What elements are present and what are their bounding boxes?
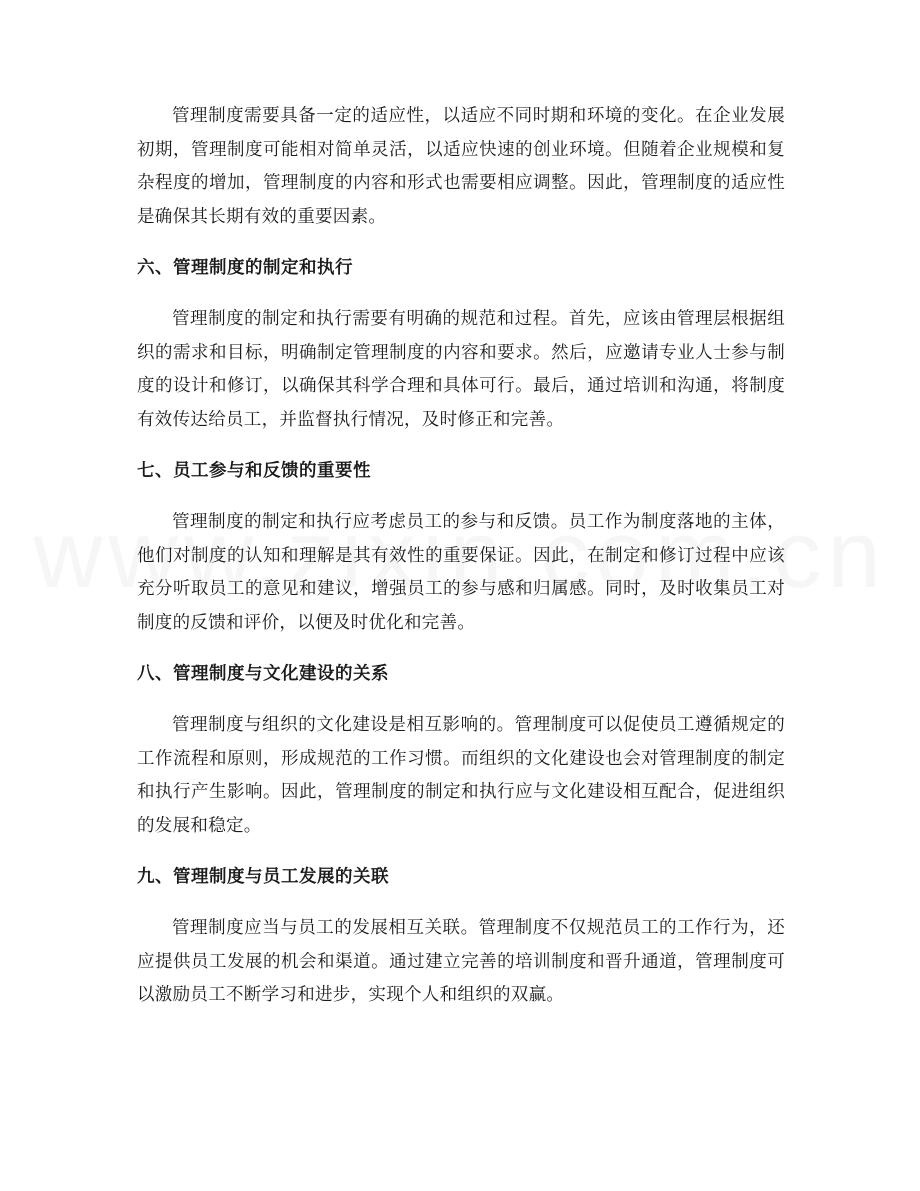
- section-paragraph-8: 管理制度与组织的文化建设是相互影响的。管理制度可以促使员工遵循规定的工作流程和原则，形成规范的工作习惯。而组织的文化建设也会对管理制度的制定和执行产生影响。因此，管理制度的制定和执行应与文化建设相互配合，促进组织的发展和稳定。: [137, 715, 785, 836]
- section-heading-8: 八、管理制度与文化建设的关系: [137, 664, 389, 684]
- section-paragraph-7: 管理制度的制定和执行应考虑员工的参与和反馈。员工作为制度落地的主体，他们对制度的认知和理解是其有效性的重要保证。因此，在制定和修订过程中应该充分听取员工的意见和建议，增强员工的参与感和归属感。同时，及时收集员工对制度的反馈和评价，以便及时优化和完善。: [137, 512, 785, 633]
- section-heading-7: 七、员工参与和反馈的重要性: [137, 461, 371, 481]
- section-heading-9: 九、管理制度与员工发展的关联: [137, 867, 389, 887]
- intro-paragraph: 管理制度需要具备一定的适应性，以适应不同时期和环境的变化。在企业发展初期，管理制度可能相对简单灵活，以适应快速的创业环境。但随着企业规模和复杂程度的增加，管理制度的内容和形式也需要相应调整。因此，管理制度的适应性是确保其长期有效的重要因素。: [137, 106, 785, 227]
- document-body: [137, 100, 785, 1013]
- section-heading-6: 六、管理制度的制定和执行: [137, 258, 353, 278]
- section-paragraph-6: 管理制度的制定和执行需要有明确的规范和过程。首先，应该由管理层根据组织的需求和目标，明确制定管理制度的内容和要求。然后，应邀请专业人士参与制度的设计和修订，以确保其科学合理和具体可行。最后，通过培训和沟通，将制度有效传达给员工，并监督执行情况，及时修正和完善。: [137, 309, 785, 430]
- section-paragraph-9: 管理制度应当与员工的发展相互关联。管理制度不仅规范员工的工作行为，还应提供员工发展的机会和渠道。通过建立完善的培训制度和晋升通道，管理制度可以激励员工不断学习和进步，实现个人和组织的双赢。: [137, 918, 785, 1005]
